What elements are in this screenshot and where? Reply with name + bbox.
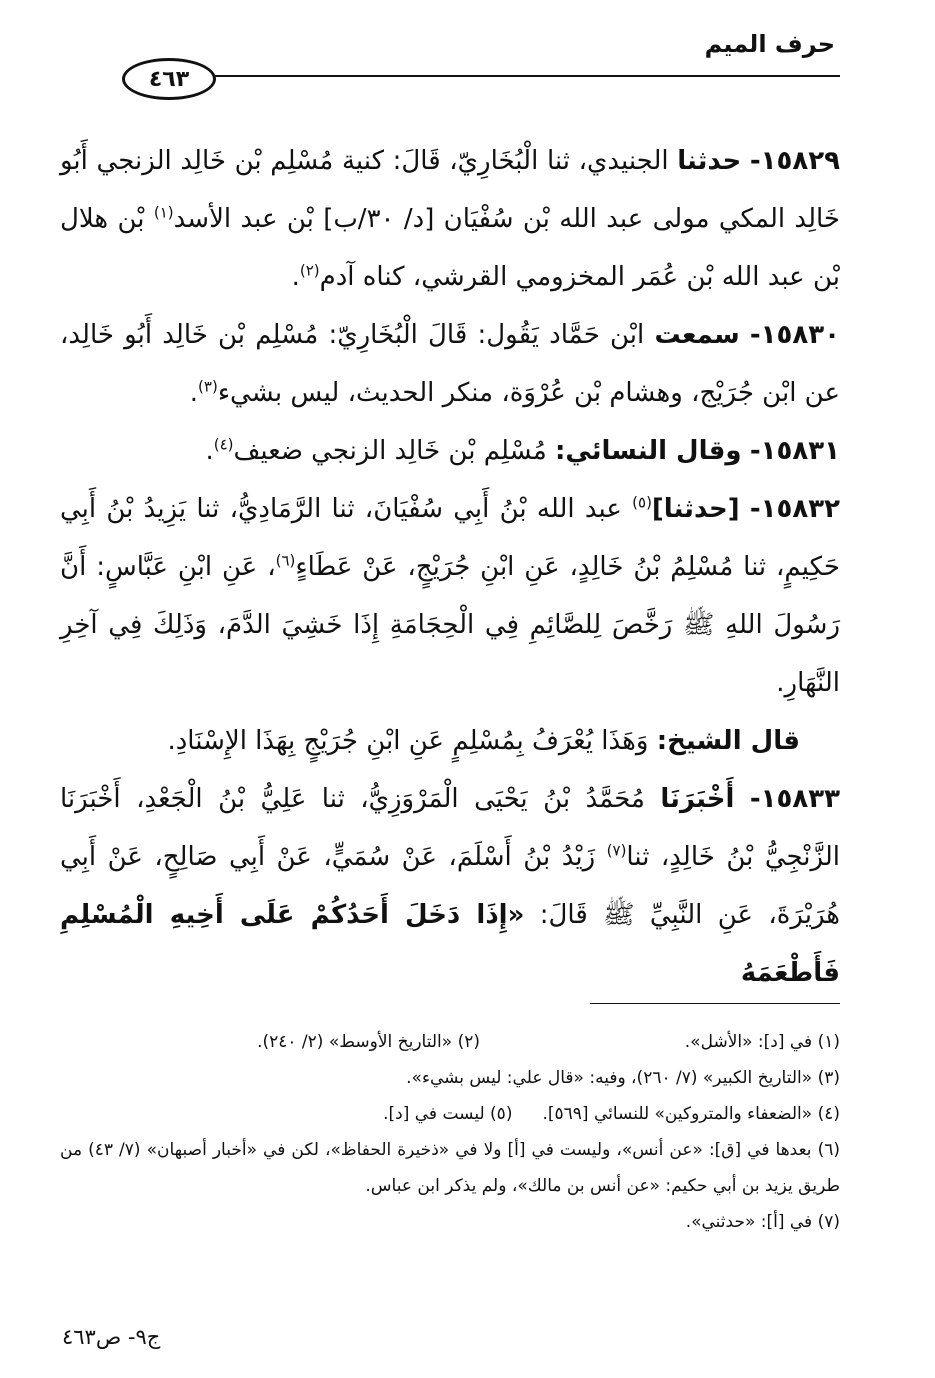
footnote-6: (٦) بعدها في [ق]: «عن أنس»، وليست في [أ] ولا في «ذخيرة الحفاظ»، لكن في «أخبار أصبهان» (٧/ ٤٣) من طريق يزيد بن أبي حكيم: «عن أنس بن مالك»، ولم يذكر ابن عباس. xyxy=(60,1140,840,1196)
entry-text: مُحَمَّدُ بْنُ يَحْيَى الْمَرْوَزِيُّ، ثنا عَلِيُّ بْنُ الْجَعْدِ، أَخْبَرَنَا الزَّنْجِيُّ بْنُ خَالِدٍ، ثنا xyxy=(60,784,840,872)
entry-15833 xyxy=(60,770,840,1002)
entry-number: ١٥٨٢٩- xyxy=(749,146,840,176)
entry-text: ابْن حَمَّاد يَقُول: قَالَ الْبُخَارِيّ: مُسْلِم بْن خَالِد أَبُو خَالِد، عن ابْن جُرَيْج، وهشام بْن عُرْوَة، منكر الحديث، ليس بشيء xyxy=(60,320,840,408)
narration-verb: وقال النسائي: xyxy=(555,436,742,466)
entry-text: بْن هلال بْن عبد الله بْن عُمَر المخزومي القرشي، كناه آدم xyxy=(60,204,840,292)
narration-verb: حدثنا xyxy=(677,146,742,176)
hadith-text: «إِذَا دَخَلَ أَحَدُكُمْ عَلَى أَخِيهِ الْمُسْلِمِ فَأَطْعَمَهُ xyxy=(60,900,840,988)
entry-text: . xyxy=(189,378,199,408)
entry-text: . xyxy=(291,262,300,292)
entry-15830 xyxy=(60,306,840,422)
footnotes xyxy=(60,1024,840,1240)
footnote-3: (٣) «التاريخ الكبير» (٧/ ٢٦٠)، وفيه: «قال علي: ليس بشيء». xyxy=(406,1068,840,1088)
page-number-badge: ٤٦٣ xyxy=(122,58,216,100)
footnote-row xyxy=(60,1096,840,1132)
entry-number: ١٥٨٣١- xyxy=(749,436,840,466)
footnote-ref[interactable]: (٣) xyxy=(198,377,218,396)
footnote-5: (٥) ليست في [د]. xyxy=(383,1104,513,1124)
footnote-ref[interactable]: (٢) xyxy=(299,261,320,280)
footnote-1: (١) في [د]: «الأشل». xyxy=(684,1032,840,1052)
entry-text: . xyxy=(205,436,214,466)
narration-verb: أَخْبَرَنَا xyxy=(660,784,735,814)
entry-text: ، عَنِ ابْنِ عَبَّاسٍ: أَنَّ رَسُولَ اللهِ ﷺ رَخَّصَ لِلصَّائِمِ فِي الْحِجَامَةِ إِذَا خَشِيَ الدَّمَ، وَذَلِكَ فِي آخِرِ النَّهَارِ. xyxy=(60,552,840,698)
entry-number: ١٥٨٣٢- xyxy=(749,494,841,524)
entry-text: عبد الله بْنُ أَبِي سُفْيَانَ، ثنا الرَّمَادِيُّ، ثنا يَزِيدُ بْنُ أَبِي حَكِيمٍ، ثنا مُسْلِمُ بْنُ خَالِدٍ، عَنِ ابْنِ جُرَيْجٍ، عَنْ عَطَاءٍ xyxy=(60,494,841,582)
footnote-2: (٢) «التاريخ الأوسط» (٢/ ٢٤٠). xyxy=(257,1032,480,1052)
narration-verb: سمعت xyxy=(654,320,740,350)
narration-verb: [حدثنا] xyxy=(651,494,740,524)
footnote-ref[interactable]: (٧) xyxy=(606,841,627,860)
footnote-ref[interactable]: (٦) xyxy=(275,551,296,570)
main-text xyxy=(60,132,840,1002)
sheikh-label: قال الشيخ: xyxy=(656,726,800,756)
sheikh-text: وَهَذَا يُعْرَفُ بِمُسْلِمٍ عَنِ ابْنِ جُرَيْجٍ بِهَذَا الإِسْنَادِ. xyxy=(167,726,649,756)
footnote-7: (٧) في [أ]: «حدثني». xyxy=(685,1212,840,1232)
entry-15831 xyxy=(60,422,840,480)
footnote-ref[interactable]: (٥) xyxy=(632,493,652,512)
footnote-rule xyxy=(590,1003,840,1004)
running-title: حرف الميم xyxy=(704,30,835,58)
footnote-ref[interactable]: (١) xyxy=(153,203,174,222)
entry-15832 xyxy=(60,480,840,712)
volume-page-reference: ج٩- ص٤٦٣ xyxy=(62,1325,161,1349)
footnote-ref[interactable]: (٤) xyxy=(213,435,234,454)
entry-text: مُسْلِم بْن خَالِد الزنجي ضعيف xyxy=(233,436,547,466)
entry-number: ١٥٨٣٠- xyxy=(749,320,840,350)
entry-text: زَيْدُ بْنُ أَسْلَمَ، عَنْ سُمَيٍّ، عَنْ أَبِي صَالِحٍ، عَنْ أَبِي هُرَيْرَةَ، عَنِ النَّبِيِّ ﷺ قَالَ: xyxy=(60,842,841,930)
footnote-row xyxy=(60,1024,840,1060)
entry-number: ١٥٨٣٣- xyxy=(749,784,841,814)
sheikh-comment xyxy=(60,712,840,770)
entry-15829 xyxy=(60,132,840,306)
entry-text: الجنيدي، ثنا الْبُخَارِيّ، قَالَ: كنية مُسْلِم بْن خَالِد الزنجي أَبُو خَالِد المكي مولى عبد الله بْن سُفْيَان [د/ ٣٠/ب] بْن عبد الأسد xyxy=(60,146,840,234)
header-rule xyxy=(200,75,840,77)
footnote-4: (٤) «الضعفاء والمتروكين» للنسائي [٥٦٩]. xyxy=(542,1104,840,1124)
